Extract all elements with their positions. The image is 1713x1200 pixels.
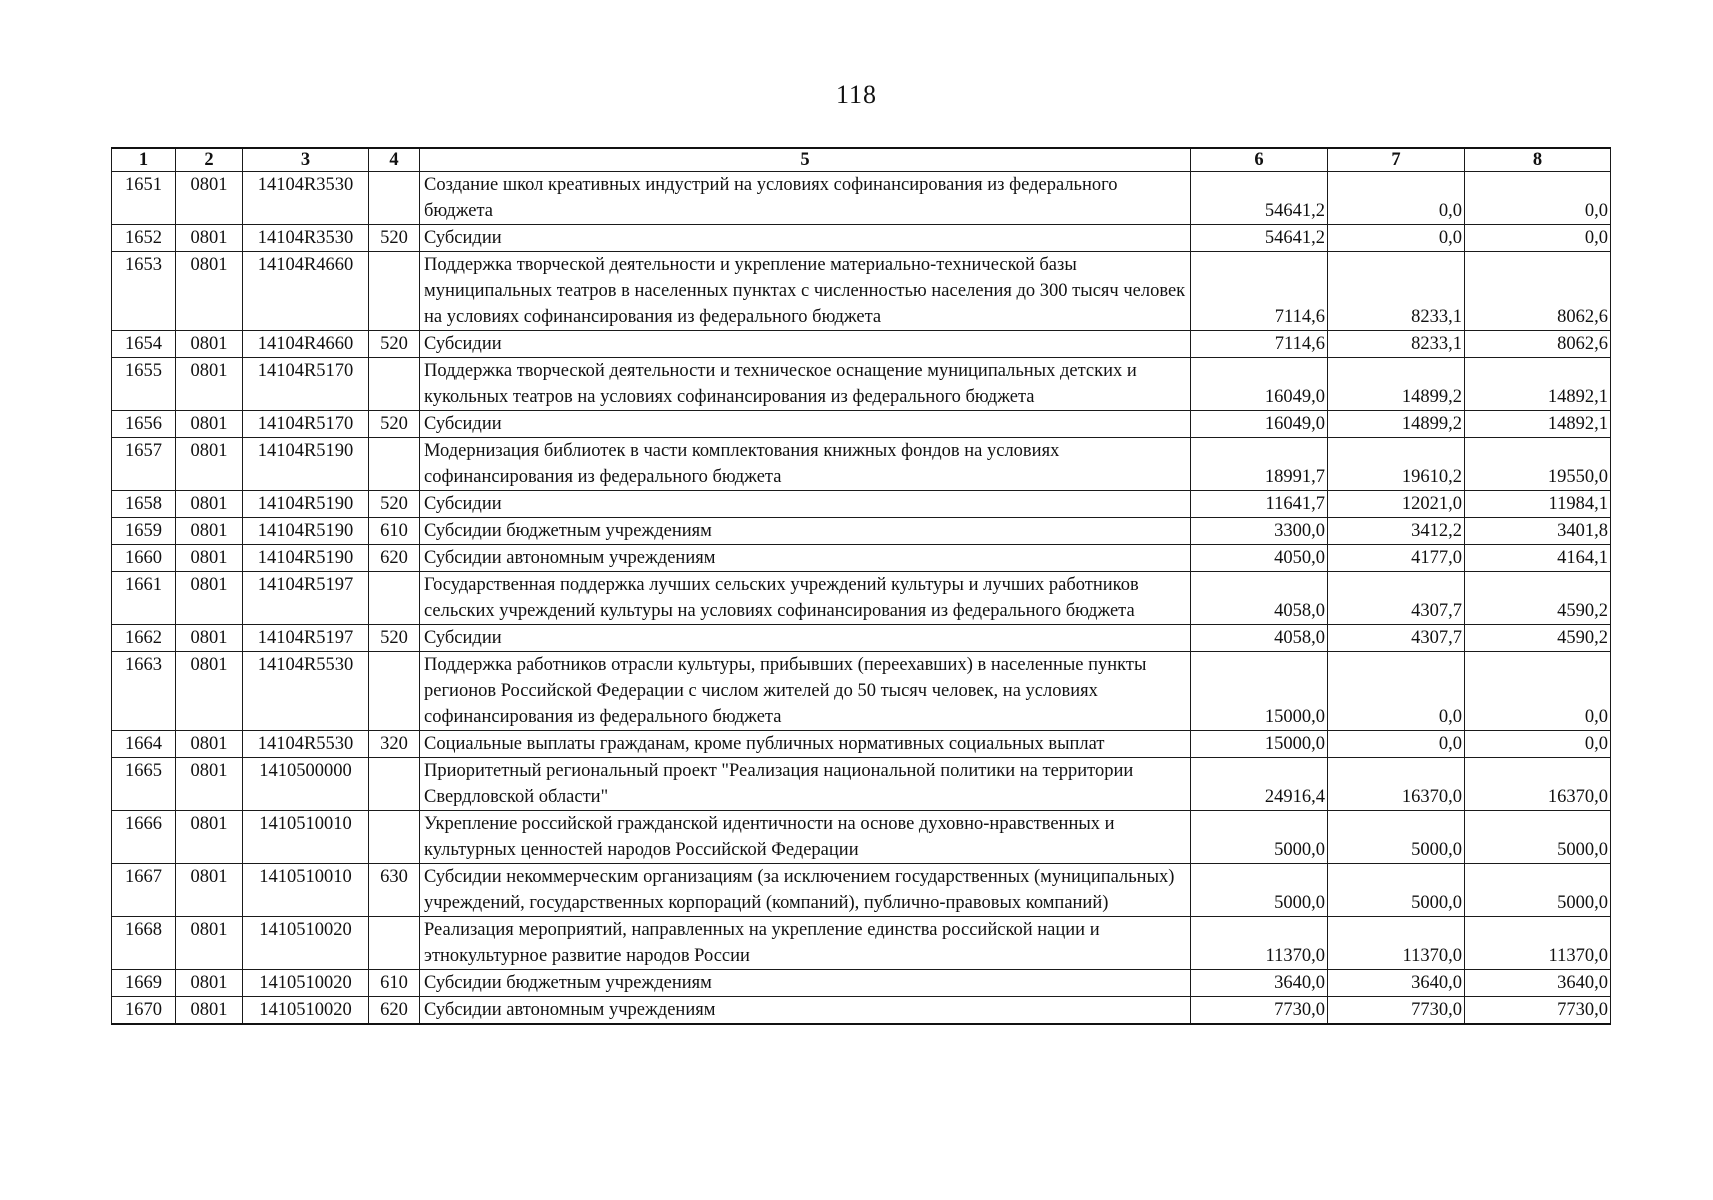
column-header-3: 3 (243, 148, 369, 172)
expense-type-code (369, 438, 420, 491)
item-name: Социальные выплаты гражданам, кроме публичных нормативных социальных выплат (420, 731, 1191, 758)
column-header-8: 8 (1465, 148, 1611, 172)
amount-col-7: 0,0 (1328, 225, 1465, 252)
amount-col-7: 0,0 (1328, 652, 1465, 731)
target-article-code: 1410510020 (243, 917, 369, 970)
item-name: Создание школ креативных индустрий на условиях софинансирования из федерального бюджета (420, 172, 1191, 225)
item-name: Модернизация библиотек в части комплектования книжных фондов на условиях софинансирования из федерального бюджета (420, 438, 1191, 491)
table-row (112, 625, 1611, 652)
amount-col-8: 14892,1 (1465, 411, 1611, 438)
row-number: 1660 (112, 545, 176, 572)
table-row (112, 917, 1611, 970)
target-article-code: 14104R5530 (243, 652, 369, 731)
item-name: Поддержка творческой деятельности и техническое оснащение муниципальных детских и кукольных театров на условиях софинансирования из федерального бюджета (420, 358, 1191, 411)
row-number: 1652 (112, 225, 176, 252)
expense-type-code (369, 811, 420, 864)
amount-col-7: 14899,2 (1328, 358, 1465, 411)
expense-type-code: 520 (369, 331, 420, 358)
row-number: 1659 (112, 518, 176, 545)
row-number: 1663 (112, 652, 176, 731)
amount-col-8: 4590,2 (1465, 625, 1611, 652)
amount-col-8: 4590,2 (1465, 572, 1611, 625)
column-header-7: 7 (1328, 148, 1465, 172)
page-number: 118 (835, 80, 878, 109)
target-article-code: 14104R5530 (243, 731, 369, 758)
row-number: 1665 (112, 758, 176, 811)
amount-col-8: 5000,0 (1465, 811, 1611, 864)
column-header-5: 5 (420, 148, 1191, 172)
row-number: 1653 (112, 252, 176, 331)
amount-col-6: 7114,6 (1191, 252, 1328, 331)
amount-col-8: 8062,6 (1465, 331, 1611, 358)
section-code: 0801 (176, 864, 243, 917)
expense-type-code (369, 652, 420, 731)
amount-col-7: 7730,0 (1328, 997, 1465, 1025)
amount-col-7: 8233,1 (1328, 331, 1465, 358)
row-number: 1664 (112, 731, 176, 758)
amount-col-7: 0,0 (1328, 731, 1465, 758)
item-name: Субсидии автономным учреждениям (420, 545, 1191, 572)
amount-col-8: 8062,6 (1465, 252, 1611, 331)
table-header-row (112, 148, 1611, 172)
amount-col-7: 3412,2 (1328, 518, 1465, 545)
amount-col-8: 3401,8 (1465, 518, 1611, 545)
expense-type-code: 520 (369, 225, 420, 252)
item-name: Поддержка работников отрасли культуры, прибывших (переехавших) в населенные пункты регионов Российской Федерации с числом жителей до 50 тысяч человек, на условиях софинансирования из федерального бюджета (420, 652, 1191, 731)
amount-col-8: 4164,1 (1465, 545, 1611, 572)
amount-col-7: 5000,0 (1328, 811, 1465, 864)
section-code: 0801 (176, 411, 243, 438)
item-name: Субсидии (420, 225, 1191, 252)
expense-type-code: 630 (369, 864, 420, 917)
expense-type-code: 520 (369, 625, 420, 652)
item-name: Государственная поддержка лучших сельских учреждений культуры и лучших работников сельских учреждений культуры на условиях софинансирования из федерального бюджета (420, 572, 1191, 625)
amount-col-6: 4058,0 (1191, 625, 1328, 652)
amount-col-6: 5000,0 (1191, 864, 1328, 917)
table-row (112, 652, 1611, 731)
table-row (112, 438, 1611, 491)
table-row (112, 172, 1611, 225)
item-name: Субсидии бюджетным учреждениям (420, 518, 1191, 545)
row-number: 1654 (112, 331, 176, 358)
row-number: 1657 (112, 438, 176, 491)
target-article-code: 14104R4660 (243, 252, 369, 331)
amount-col-6: 54641,2 (1191, 225, 1328, 252)
amount-col-6: 11370,0 (1191, 917, 1328, 970)
table-row (112, 252, 1611, 331)
table-row (112, 518, 1611, 545)
amount-col-6: 4050,0 (1191, 545, 1328, 572)
section-code: 0801 (176, 625, 243, 652)
target-article-code: 1410510020 (243, 970, 369, 997)
section-code: 0801 (176, 358, 243, 411)
amount-col-6: 15000,0 (1191, 652, 1328, 731)
item-name: Субсидии бюджетным учреждениям (420, 970, 1191, 997)
target-article-code: 14104R5170 (243, 411, 369, 438)
amount-col-7: 19610,2 (1328, 438, 1465, 491)
expense-type-code: 520 (369, 411, 420, 438)
row-number: 1667 (112, 864, 176, 917)
target-article-code: 14104R4660 (243, 331, 369, 358)
table-row (112, 358, 1611, 411)
table-body (112, 172, 1611, 1025)
row-number: 1658 (112, 491, 176, 518)
column-header-1: 1 (112, 148, 176, 172)
amount-col-6: 7114,6 (1191, 331, 1328, 358)
target-article-code: 1410510010 (243, 864, 369, 917)
row-number: 1655 (112, 358, 176, 411)
section-code: 0801 (176, 811, 243, 864)
expense-type-code: 610 (369, 518, 420, 545)
amount-col-8: 0,0 (1465, 731, 1611, 758)
section-code: 0801 (176, 652, 243, 731)
expense-type-code (369, 172, 420, 225)
expense-type-code (369, 572, 420, 625)
table-row (112, 731, 1611, 758)
amount-col-8: 19550,0 (1465, 438, 1611, 491)
amount-col-6: 54641,2 (1191, 172, 1328, 225)
row-number: 1662 (112, 625, 176, 652)
row-number: 1661 (112, 572, 176, 625)
expense-type-code: 610 (369, 970, 420, 997)
expense-type-code: 320 (369, 731, 420, 758)
amount-col-6: 5000,0 (1191, 811, 1328, 864)
amount-col-6: 3300,0 (1191, 518, 1328, 545)
row-number: 1666 (112, 811, 176, 864)
table-row (112, 997, 1611, 1025)
amount-col-8: 16370,0 (1465, 758, 1611, 811)
target-article-code: 14104R5197 (243, 572, 369, 625)
target-article-code: 14104R5190 (243, 518, 369, 545)
column-header-2: 2 (176, 148, 243, 172)
table-row (112, 545, 1611, 572)
amount-col-8: 3640,0 (1465, 970, 1611, 997)
target-article-code: 14104R5190 (243, 438, 369, 491)
section-code: 0801 (176, 172, 243, 225)
table-row (112, 491, 1611, 518)
item-name: Приоритетный региональный проект "Реализация национальной политики на территории Свердловской области" (420, 758, 1191, 811)
amount-col-8: 0,0 (1465, 225, 1611, 252)
amount-col-8: 5000,0 (1465, 864, 1611, 917)
target-article-code: 14104R5190 (243, 545, 369, 572)
amount-col-7: 8233,1 (1328, 252, 1465, 331)
item-name: Реализация мероприятий, направленных на укрепление единства российской нации и этнокультурное развитие народов России (420, 917, 1191, 970)
section-code: 0801 (176, 438, 243, 491)
target-article-code: 1410510020 (243, 997, 369, 1025)
amount-col-7: 11370,0 (1328, 917, 1465, 970)
target-article-code: 1410500000 (243, 758, 369, 811)
amount-col-7: 4177,0 (1328, 545, 1465, 572)
table-row (112, 811, 1611, 864)
amount-col-8: 14892,1 (1465, 358, 1611, 411)
amount-col-6: 18991,7 (1191, 438, 1328, 491)
row-number: 1668 (112, 917, 176, 970)
table-row (112, 970, 1611, 997)
amount-col-7: 16370,0 (1328, 758, 1465, 811)
section-code: 0801 (176, 731, 243, 758)
amount-col-6: 3640,0 (1191, 970, 1328, 997)
amount-col-6: 4058,0 (1191, 572, 1328, 625)
column-header-6: 6 (1191, 148, 1328, 172)
amount-col-6: 7730,0 (1191, 997, 1328, 1025)
row-number: 1669 (112, 970, 176, 997)
amount-col-6: 15000,0 (1191, 731, 1328, 758)
section-code: 0801 (176, 331, 243, 358)
expense-type-code: 520 (369, 491, 420, 518)
section-code: 0801 (176, 225, 243, 252)
section-code: 0801 (176, 758, 243, 811)
amount-col-6: 11641,7 (1191, 491, 1328, 518)
section-code: 0801 (176, 572, 243, 625)
section-code: 0801 (176, 252, 243, 331)
item-name: Субсидии (420, 491, 1191, 518)
amount-col-7: 4307,7 (1328, 625, 1465, 652)
item-name: Поддержка творческой деятельности и укрепление материально-технической базы муниципальных театров в населенных пунктах с численностью населения до 300 тысяч человек на условиях софинансирования из федерального бюджета (420, 252, 1191, 331)
target-article-code: 14104R5190 (243, 491, 369, 518)
expense-type-code (369, 252, 420, 331)
amount-col-7: 4307,7 (1328, 572, 1465, 625)
section-code: 0801 (176, 970, 243, 997)
item-name: Укрепление российской гражданской идентичности на основе духовно-нравственных и культурных ценностей народов Российской Федерации (420, 811, 1191, 864)
amount-col-8: 11984,1 (1465, 491, 1611, 518)
item-name: Субсидии (420, 625, 1191, 652)
table-row (112, 864, 1611, 917)
section-code: 0801 (176, 545, 243, 572)
section-code: 0801 (176, 491, 243, 518)
table-row (112, 572, 1611, 625)
target-article-code: 14104R5170 (243, 358, 369, 411)
amount-col-8: 11370,0 (1465, 917, 1611, 970)
item-name: Субсидии (420, 411, 1191, 438)
row-number: 1651 (112, 172, 176, 225)
amount-col-7: 3640,0 (1328, 970, 1465, 997)
table-row (112, 225, 1611, 252)
item-name: Субсидии автономным учреждениям (420, 997, 1191, 1025)
table-row (112, 331, 1611, 358)
section-code: 0801 (176, 917, 243, 970)
target-article-code: 1410510010 (243, 811, 369, 864)
amount-col-6: 16049,0 (1191, 411, 1328, 438)
target-article-code: 14104R3530 (243, 225, 369, 252)
amount-col-7: 5000,0 (1328, 864, 1465, 917)
item-name: Субсидии некоммерческим организациям (за исключением государственных (муниципальных) учреждений, государственных корпораций (компаний), публично-правовых компаний) (420, 864, 1191, 917)
expense-type-code: 620 (369, 997, 420, 1025)
table-row (112, 411, 1611, 438)
expense-type-code (369, 358, 420, 411)
column-header-4: 4 (369, 148, 420, 172)
expense-type-code (369, 917, 420, 970)
amount-col-8: 0,0 (1465, 652, 1611, 731)
expense-type-code (369, 758, 420, 811)
row-number: 1670 (112, 997, 176, 1025)
expense-type-code: 620 (369, 545, 420, 572)
amount-col-6: 24916,4 (1191, 758, 1328, 811)
item-name: Субсидии (420, 331, 1191, 358)
amount-col-6: 16049,0 (1191, 358, 1328, 411)
amount-col-7: 0,0 (1328, 172, 1465, 225)
amount-col-7: 14899,2 (1328, 411, 1465, 438)
row-number: 1656 (112, 411, 176, 438)
target-article-code: 14104R3530 (243, 172, 369, 225)
budget-table (111, 147, 1611, 1025)
amount-col-8: 0,0 (1465, 172, 1611, 225)
table-row (112, 758, 1611, 811)
amount-col-8: 7730,0 (1465, 997, 1611, 1025)
section-code: 0801 (176, 997, 243, 1025)
amount-col-7: 12021,0 (1328, 491, 1465, 518)
target-article-code: 14104R5197 (243, 625, 369, 652)
section-code: 0801 (176, 518, 243, 545)
